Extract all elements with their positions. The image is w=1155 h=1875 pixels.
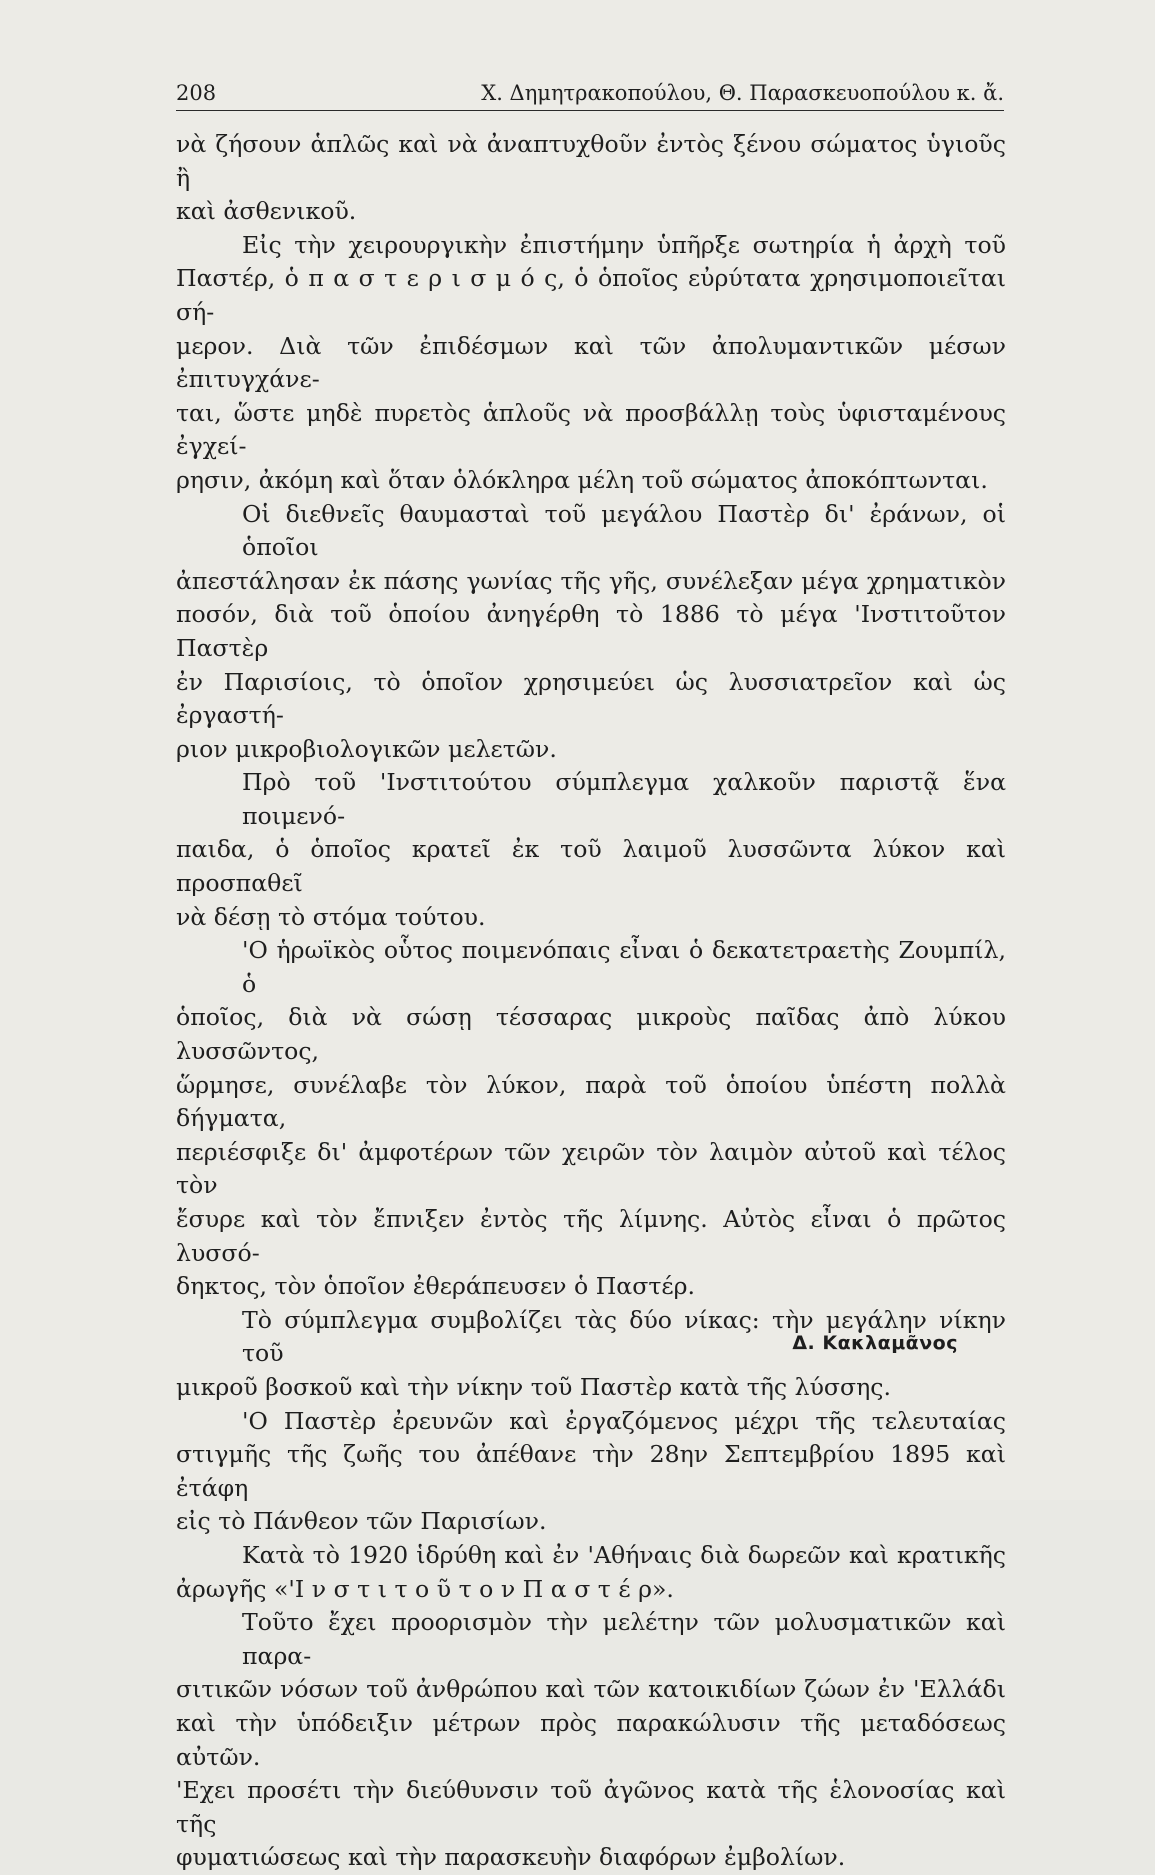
text-line: καὶ τὴν ὑπόδειξιν μέτρων πρὸς παρακώλυσιν τῆς μεταδόσεως αὐτῶν. <box>176 1708 1006 1771</box>
text-line: ὥρμησε, συνέλαβε τὸν λύκον, παρὰ τοῦ ὁποίου ὑπέστη πολλὰ δήγματα, <box>176 1070 1006 1133</box>
text-line: ἀπεστάλησαν ἐκ πάσης γωνίας τῆς γῆς, συνέλεξαν μέγα χρηματικὸν <box>176 566 1006 595</box>
text-line: εἰς τὸ Πάνθεον τῶν Παρισίων. <box>176 1507 547 1536</box>
text-line: σιτικῶν νόσων τοῦ ἀνθρώπου καὶ τῶν κατοικιδίων ζώων ἐν 'Ελλάδι <box>176 1675 1006 1704</box>
author-signature: Δ. Κακλαμᾶνος <box>792 1332 958 1354</box>
running-title: Χ. Δημητρακοπούλου, Θ. Παρασκευοπούλου κ. ἄ. <box>481 81 1004 105</box>
text-line: Εἰς τὴν χειρουργικὴν ἐπιστήμην ὑπῆρξε σωτηρία ἡ ἀρχὴ τοῦ <box>242 230 1006 259</box>
text-line: Κατὰ τὸ 1920 ἱδρύθη καὶ ἐν 'Αθήναις διὰ δωρεῶν καὶ κρατικῆς <box>242 1540 1006 1569</box>
text-line: ται, ὥστε μηδὲ πυρετὸς ἁπλοῦς νὰ προσβάλλῃ τοὺς ὑφισταμένους ἐγχεί- <box>176 398 1006 461</box>
text-line: Οἱ διεθνεῖς θαυμασταὶ τοῦ μεγάλου Παστὲρ δι' ἐράνων, οἱ ὁποῖοι <box>242 499 1006 562</box>
text-line: ἀρωγῆς «'Ι ν σ τ ι τ ο ῦ τ ο ν Π α σ τ έ ρ». <box>176 1574 674 1603</box>
text-line: μικροῦ βοσκοῦ καὶ τὴν νίκην τοῦ Παστὲρ κατὰ τῆς λύσσης. <box>176 1372 891 1401</box>
text-line: Πρὸ τοῦ 'Ινστιτούτου σύμπλεγμα χαλκοῦν παριστᾷ ἕνα ποιμενό- <box>242 768 1006 830</box>
text-line: ποσόν, διὰ τοῦ ὁποίου ἀνηγέρθη τὸ 1886 τὸ μέγα 'Ινστιτοῦτον Παστὲρ <box>176 600 1006 662</box>
text-line: στιγμῆς τῆς ζωῆς του ἀπέθανε τὴν 28ην Σεπτεμβρίου 1895 καὶ ἐτάφη <box>176 1440 1006 1502</box>
body-text <box>176 128 1006 1875</box>
text-line: μερον. Διὰ τῶν ἐπιδέσμων καὶ τῶν ἀπολυμαντικῶν μέσων ἐπιτυγχάνε- <box>176 331 1006 394</box>
text-line: νὰ ζήσουν ἁπλῶς καὶ νὰ ἀναπτυχθοῦν ἐντὸς ξένου σώματος ὑγιοῦς ἢ <box>176 130 1006 192</box>
text-line: φυματιώσεως καὶ τὴν παρασκευὴν διαφόρων ἐμβολίων. <box>176 1843 846 1872</box>
running-head <box>176 80 1004 111</box>
text-line: περιέσφιξε δι' ἀμφοτέρων τῶν χειρῶν τὸν λαιμὸν αὐτοῦ καὶ τέλος τὸν <box>176 1137 1006 1200</box>
text-line: Τοῦτο ἔχει προορισμὸν τὴν μελέτην τῶν μολυσματικῶν καὶ παρα- <box>242 1608 1006 1670</box>
text-line: καὶ ἀσθενικοῦ. <box>176 197 357 226</box>
text-line: νὰ δέσῃ τὸ στόμα τούτου. <box>176 902 486 931</box>
text-line: ὁποῖος, διὰ νὰ σώσῃ τέσσαρας μικροὺς παῖδας ἀπὸ λύκου λυσσῶντος, <box>176 1003 1006 1066</box>
text-line: παιδα, ὁ ὁποῖος κρατεῖ ἐκ τοῦ λαιμοῦ λυσσῶντα λύκον καὶ προσπαθεῖ <box>176 835 1006 898</box>
text-line: ἔσυρε καὶ τὸν ἔπνιξεν ἐντὸς τῆς λίμνης. Αὐτὸς εἶναι ὁ πρῶτος λυσσό- <box>176 1205 1006 1267</box>
text-line: ἐν Παρισίοις, τὸ ὁποῖον χρησιμεύει ὡς λυσσιατρεῖον καὶ ὡς ἐργαστή- <box>176 667 1006 730</box>
text-line: Παστέρ, ὁ π α σ τ ε ρ ι σ μ ό ς, ὁ ὁποῖος εὐρύτατα χρησιμοποιεῖται σή- <box>176 264 1006 326</box>
text-line: Τὸ σύμπλεγμα συμβολίζει τὰς δύο νίκας: τὴν μεγάλην νίκην τοῦ <box>242 1305 1006 1368</box>
text-line: 'Ο ἡρωϊκὸς οὗτος ποιμενόπαις εἶναι ὁ δεκατετραετὴς Ζουμπίλ, ὁ <box>242 936 1006 998</box>
text-line: 'Εχει προσέτι τὴν διεύθυνσιν τοῦ ἀγῶνος κατὰ τῆς ἑλονοσίας καὶ τῆς <box>176 1776 1006 1838</box>
text-line: ρησιν, ἀκόμη καὶ ὅταν ὁλόκληρα μέλη τοῦ σώματος ἀποκόπτωνται. <box>176 465 988 494</box>
page-number: 208 <box>176 81 217 105</box>
text-line: 'Ο Παστὲρ ἐρευνῶν καὶ ἐργαζόμενος μέχρι τῆς τελευταίας <box>242 1406 1006 1435</box>
text-line: ριον μικροβιολογικῶν μελετῶν. <box>176 734 557 763</box>
text-line: δηκτος, τὸν ὁποῖον ἐθεράπευσεν ὁ Παστέρ. <box>176 1272 695 1301</box>
